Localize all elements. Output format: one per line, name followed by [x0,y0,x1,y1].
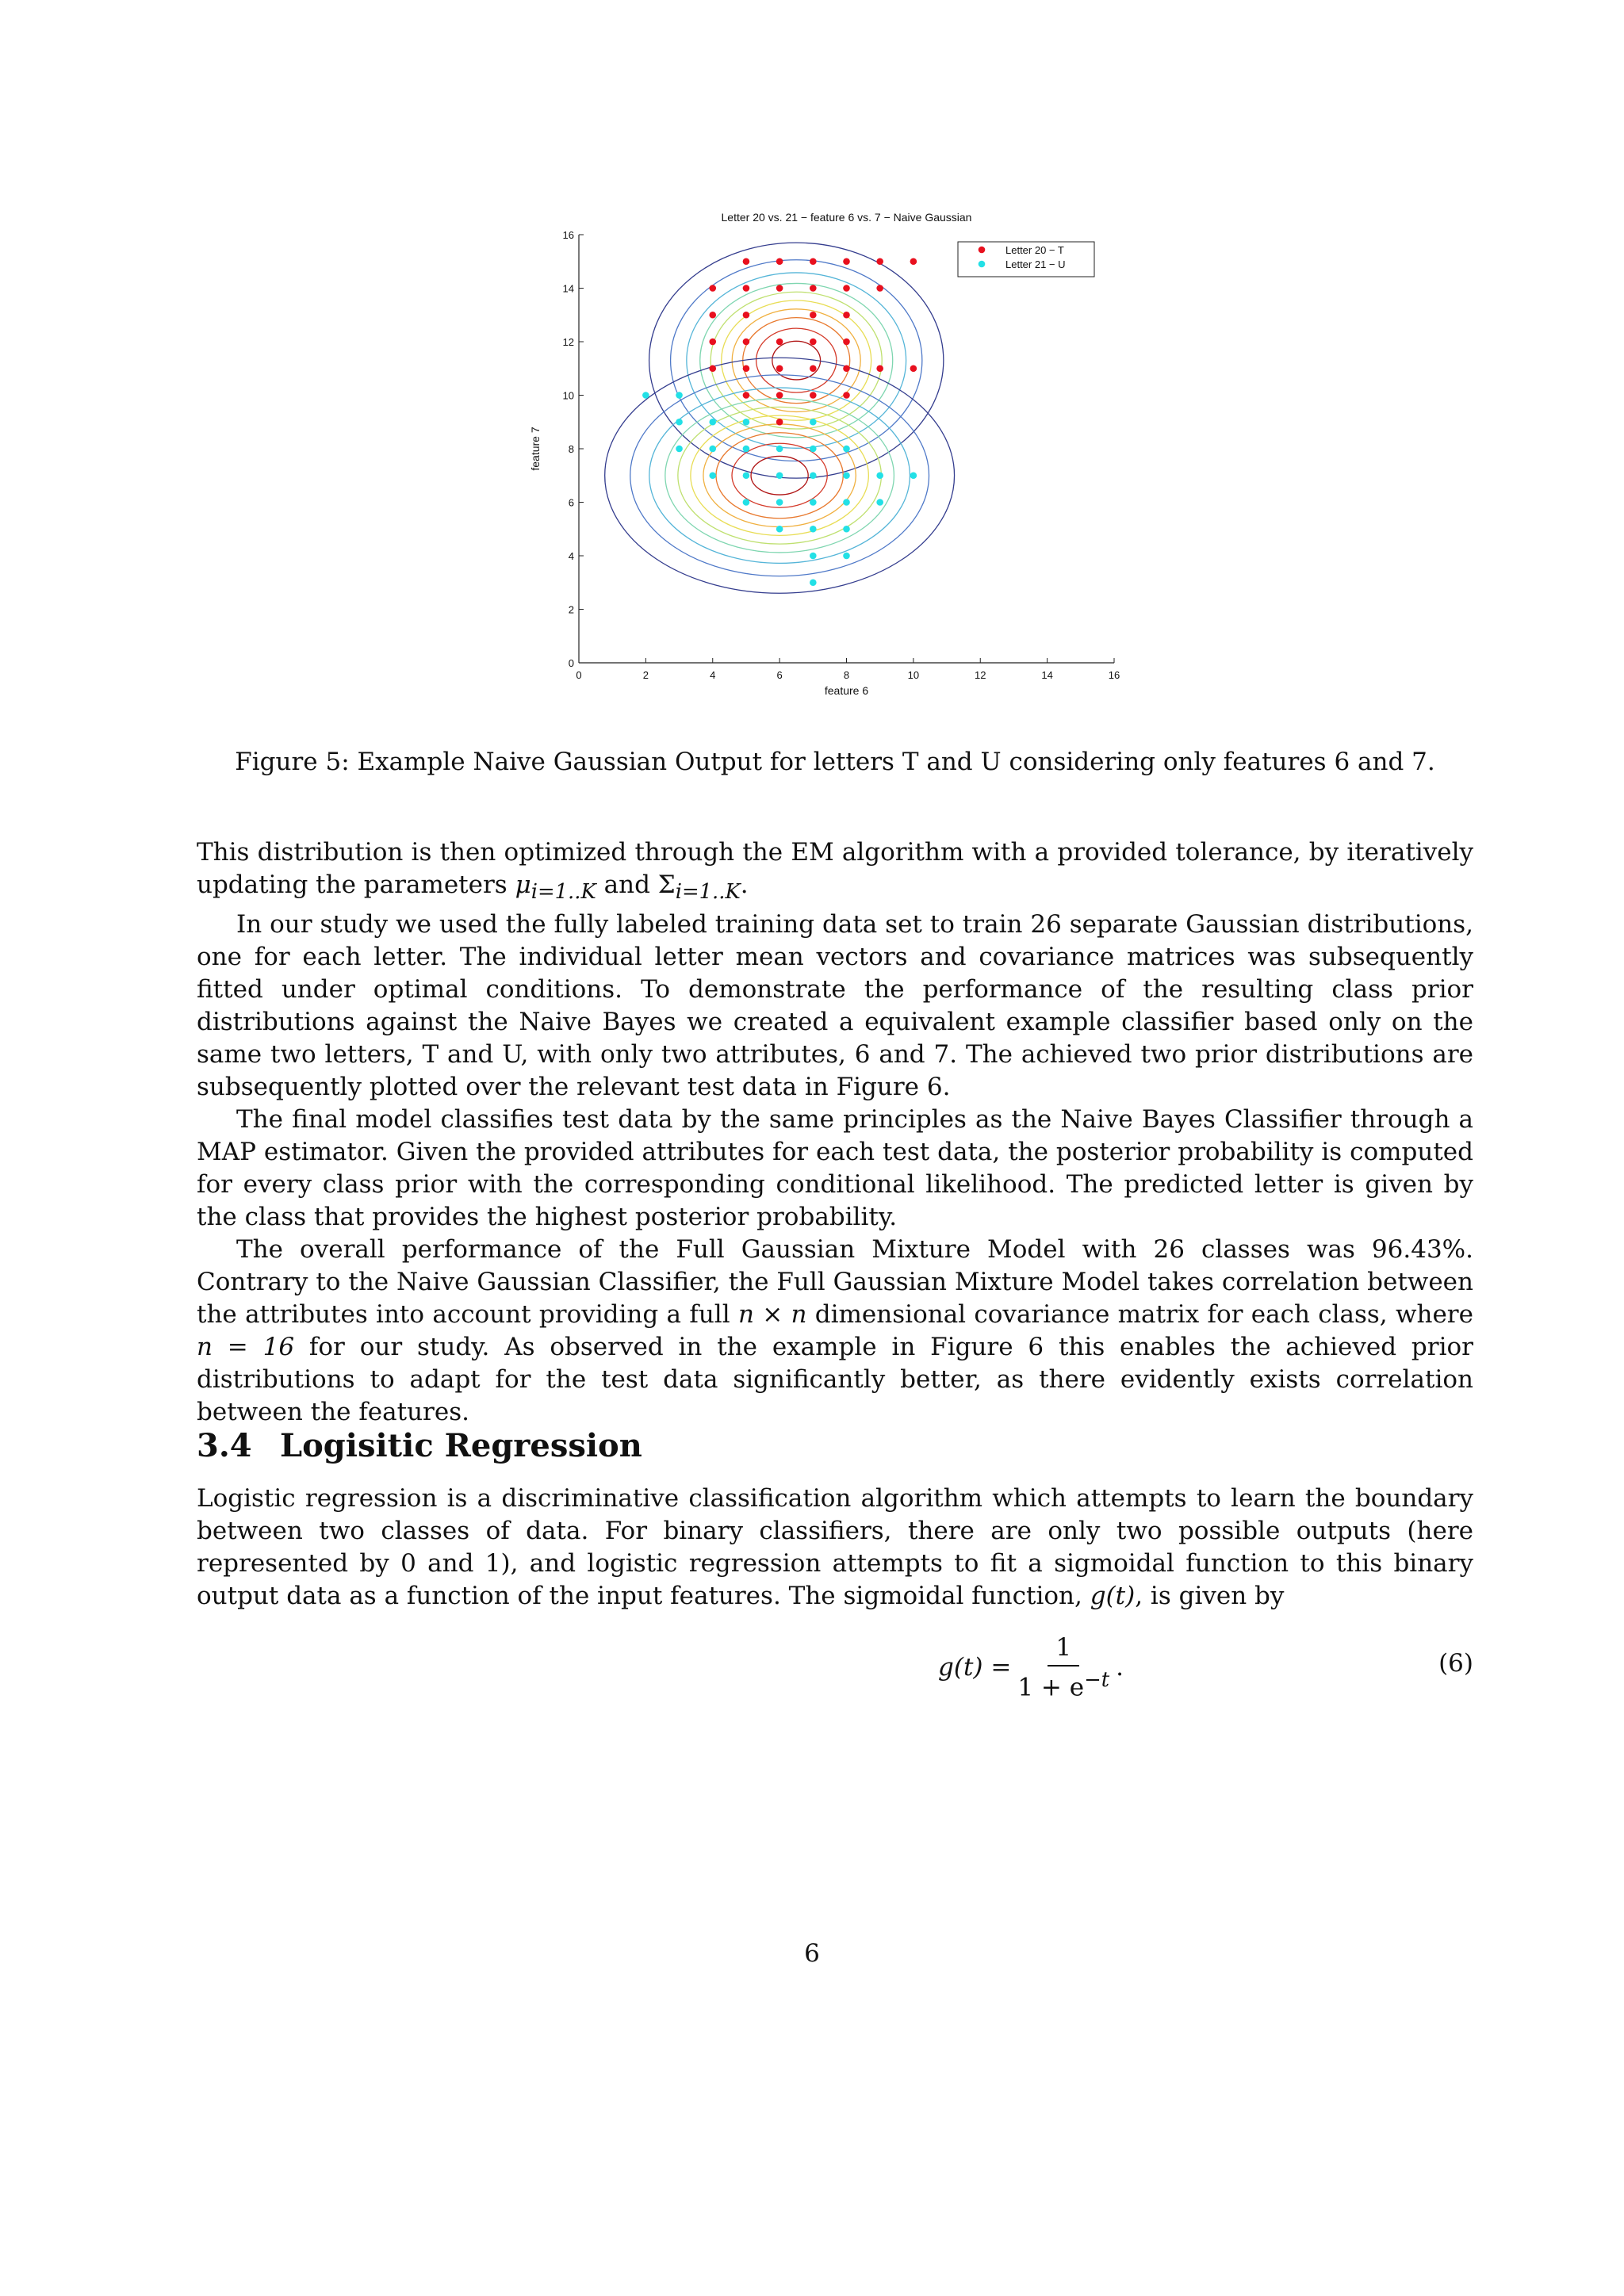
fraction-numerator: 1 [1048,1633,1079,1667]
data-point-letter-t [776,285,783,292]
data-point-letter-t [776,258,783,265]
paragraph-performance [197,1234,1473,1429]
data-point-letter-u [776,499,783,506]
scatter-chart [523,208,1142,699]
data-point-letter-u [709,419,716,426]
data-point-letter-u [876,472,883,479]
legend-label: Letter 20 − T [1005,244,1064,256]
contour-ellipse [732,309,860,412]
mu-subscript: i=1..K [530,880,596,905]
data-point-letter-t [709,339,716,346]
data-point-letter-t [843,365,850,372]
data-point-letter-u [810,446,817,453]
fraction-denominator [1017,1667,1109,1701]
denominator-base: 1 + e [1017,1673,1085,1702]
section-title: Logisitic Regression [280,1427,642,1464]
data-point-letter-u [776,526,783,533]
y-tick-label: 14 [562,282,574,295]
data-point-letter-t [910,365,917,372]
y-tick-label: 6 [568,496,574,509]
data-point-letter-t [709,365,716,372]
data-point-letter-u [676,419,683,426]
y-tick-label: 8 [568,443,574,455]
chart-title: Letter 20 vs. 21 − feature 6 vs. 7 − Naive Gaussian [721,211,972,224]
data-point-letter-u [709,472,716,479]
data-point-letter-t [843,258,850,265]
equation-6 [197,1632,1473,1703]
equation-body [938,1632,1124,1703]
section-heading [197,1427,642,1464]
data-point-letter-t [776,339,783,346]
x-tick-label: 6 [776,669,783,681]
x-tick-label: 16 [1108,669,1120,681]
paragraph-em-text: This distribution is then optimized through the EM algorithm with a provided tolerance, by iteratively updating the parameters [197,838,1473,899]
data-point-letter-t [810,285,817,292]
data-point-letter-u [843,499,850,506]
data-point-letter-t [843,339,850,346]
y-tick-label: 0 [568,657,574,669]
data-point-letter-t [876,285,883,292]
data-point-letter-u [810,419,817,426]
and-word: and [603,871,650,899]
data-point-letter-t [810,339,817,346]
n-by-n-math: n × n [737,1300,807,1330]
data-point-letter-u [810,553,817,560]
contour-ellipse [649,243,944,478]
data-point-letter-u [910,472,917,479]
data-point-letter-t [843,392,850,399]
paragraph-em [197,836,1473,909]
data-point-letter-t [876,258,883,265]
x-tick-label: 10 [907,669,920,681]
legend-marker [979,261,986,268]
contour-ellipse [687,273,906,448]
paragraph-performance-text-a: The overall performance of the Full Gaussian Mixture Model with 26 classes was 96.43%. Contrary to the Naive Gaussian Classifier, the Full Gaussian Mixture Model takes correlation between the attributes into account providing a full [197,1235,1473,1330]
figure-5 [523,208,1142,699]
x-tick-label: 14 [1041,669,1053,681]
data-point-letter-u [876,499,883,506]
n-equals-16-math: n = 16 [197,1333,295,1362]
section-number: 3.4 [197,1427,252,1464]
data-point-letter-u [743,446,750,453]
data-point-letter-u [743,419,750,426]
body-text-top [197,836,1473,1429]
g-of-t-math: g(t) [1090,1582,1136,1610]
data-point-letter-u [676,392,683,399]
data-point-letter-t [810,365,817,372]
data-point-letter-u [676,446,683,453]
data-point-letter-u [843,472,850,479]
equation-lhs: g(t) = [938,1653,1012,1682]
data-point-letter-t [843,312,850,319]
y-tick-label: 2 [568,603,574,616]
x-tick-label: 4 [710,669,716,681]
legend-marker [979,247,986,254]
data-point-letter-t [743,365,750,372]
x-tick-label: 0 [576,669,582,681]
legend-label: Letter 21 − U [1005,258,1066,270]
data-point-letter-t [709,285,716,292]
contour-ellipse [756,328,837,392]
page-number: 6 [804,1939,820,1968]
y-tick-label: 4 [568,550,574,562]
y-axis-label: feature 7 [529,427,542,471]
data-point-letter-u [843,526,850,533]
sigma-subscript: i=1..K [675,880,741,905]
x-tick-label: 2 [642,669,649,681]
data-point-letter-u [843,446,850,453]
data-point-letter-t [910,258,917,265]
data-point-letter-u [810,579,817,586]
y-tick-label: 10 [562,389,574,402]
body-text-logistic [197,1483,1473,1613]
data-point-letter-t [776,419,783,426]
data-point-letter-u [776,472,783,479]
contour-ellipse [743,318,850,404]
data-point-letter-t [810,392,817,399]
data-point-letter-u [743,499,750,506]
paragraph-final-model: The final model classifies test data by the same principles as the Naive Bayes Classifier through a MAP estimator. Given the provided attributes for each test data, the posterior probability is computed for every class prior with the corresponding conditional likelihood. The predicted letter is given by the class that provides the highest posterior probability. [197,1105,1473,1232]
data-point-letter-t [743,392,750,399]
data-point-letter-t [743,312,750,319]
data-point-letter-u [776,446,783,453]
data-point-letter-u [810,499,817,506]
paragraph-performance-text-b: dimensional covariance matrix for each class, where [814,1300,1473,1330]
data-point-letter-t [709,312,716,319]
paragraph-logistic [197,1483,1473,1613]
paragraph-logistic-text-a: Logistic regression is a discriminative classification algorithm which attempts to learn the boundary between two classes of data. For binary classifiers, there are only two possible outputs (here represented by 0 and 1), and logistic regression attempts to fit a sigmoidal function to this binary output data as a function of the input features. The sigmoidal function, [197,1484,1473,1610]
data-point-letter-t [810,258,817,265]
paragraph-logistic-text-b: , is given by [1135,1582,1285,1610]
data-point-letter-t [743,285,750,292]
data-point-letter-u [843,553,850,560]
x-tick-label: 12 [975,669,986,681]
data-point-letter-u [743,472,750,479]
period: . [740,871,749,899]
x-axis-label: feature 6 [824,684,869,697]
data-point-letter-u [642,392,649,399]
data-point-letter-u [709,446,716,453]
x-tick-label: 8 [843,669,850,681]
equation-number: (6) [1438,1649,1473,1678]
y-tick-label: 12 [562,336,574,348]
data-point-letter-t [776,365,783,372]
data-point-letter-u [810,526,817,533]
data-point-letter-t [876,365,883,372]
denominator-exponent: −t [1084,1667,1110,1692]
data-point-letter-t [743,339,750,346]
data-point-letter-t [776,392,783,399]
data-point-letter-t [743,258,750,265]
figure-caption: Figure 5: Example Naive Gaussian Output for letters T and U considering only features 6 and 7. [235,748,1435,776]
data-point-letter-u [810,472,817,479]
paragraph-performance-text-c: for our study. As observed in the example in Figure 6 this enables the achieved prior distributions to adapt for the test data significantly better, as there evidently exists correlation between the features. [197,1333,1473,1427]
sigma-symbol: Σ [657,871,676,899]
data-point-letter-t [810,312,817,319]
equation-period: . [1116,1653,1124,1682]
y-tick-label: 16 [562,229,574,241]
paragraph-study: In our study we used the fully labeled training data set to train 26 separate Gaussian distributions, one for each letter. The individual letter mean vectors and covariance matrices was subsequently fitted under optimal conditions. To demonstrate the performance of the resulting class prior distributions against the Naive Bayes we created a equivalent example classifier based only on the same two letters, T and U, with only two attributes, 6 and 7. The achieved two prior distributions are subsequently plotted over the relevant test data in Figure 6. [197,910,1473,1102]
contour-ellipse [671,260,922,461]
mu-symbol: μ [515,871,531,899]
data-point-letter-t [843,285,850,292]
contour-ellipse [700,283,893,437]
equation-fraction [1017,1633,1109,1701]
